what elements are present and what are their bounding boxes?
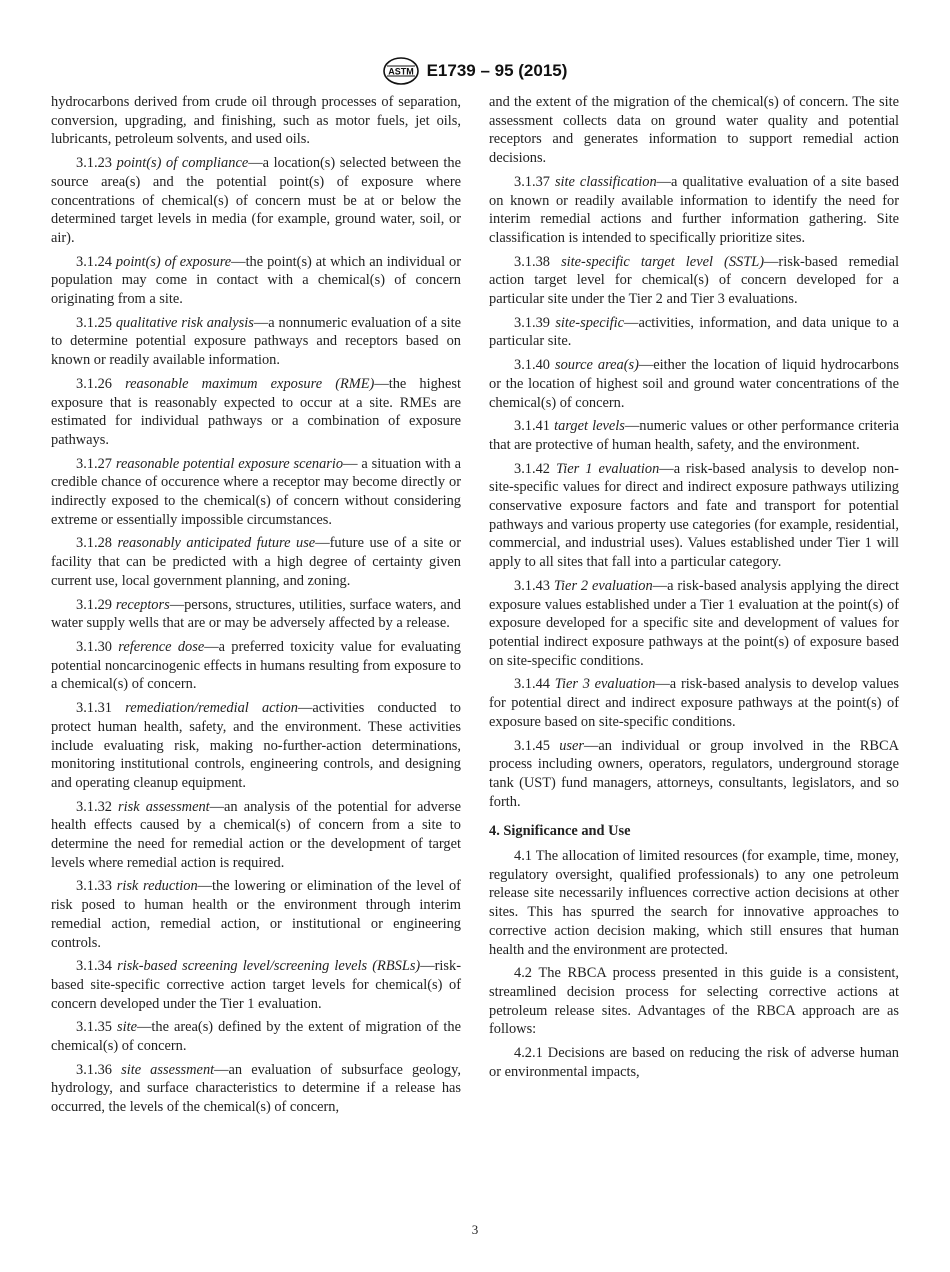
definition-text: —a risk-based analysis to develop non-site-specific values for direct and indirect exposure pathways utilizing conservative exposure factors and fate and transport for potential pathways and various property use categories (for example, residential, commercial, and industrial uses). Values established under Tier 1 will apply to all sites that fall into a particular category. bbox=[489, 460, 899, 571]
definition-paragraph bbox=[489, 460, 899, 572]
definition-paragraph bbox=[51, 534, 461, 590]
clause-number: 3.1.24 bbox=[76, 253, 112, 270]
clause-number: 3.1.37 bbox=[514, 173, 550, 190]
definition-text: —the lowering or elimination of the level of risk posed to human health or the environment through interim remedial action, remedial action, or institutional or engineering controls. bbox=[51, 878, 461, 951]
defined-term: qualitative risk analysis bbox=[115, 314, 254, 331]
definition-paragraph bbox=[51, 877, 461, 952]
clause-number: 3.1.32 bbox=[76, 798, 112, 815]
clause-number: 3.1.39 bbox=[514, 314, 550, 331]
definition-text: Decisions are based on reducing the risk of adverse human or environmental impacts, bbox=[489, 1045, 899, 1080]
definition-text: —a risk-based analysis to develop values for potential direct and indirect exposure pathways at the point(s) of exposure based on site-specific conditions. bbox=[489, 676, 899, 730]
clause-number: 3.1.27 bbox=[76, 455, 112, 472]
clause-number: 3.1.45 bbox=[514, 737, 550, 754]
definition-paragraph bbox=[489, 253, 899, 309]
defined-term: site bbox=[117, 1019, 137, 1036]
definition-text: —the area(s) defined by the extent of migration of the chemical(s) of concern. bbox=[51, 1019, 461, 1055]
definition-paragraph bbox=[489, 356, 899, 412]
definition-paragraph bbox=[51, 1018, 461, 1055]
defined-term: site assessment bbox=[121, 1061, 215, 1078]
definition-text: — a situation with a credible chance of occurence where a receptor may become directly or indirectly exposed to the chemical(s) of concern without considering extreme or essentially impossible circumstances. bbox=[51, 455, 461, 528]
left-column bbox=[51, 93, 461, 1122]
clause-number: 3.1.36 bbox=[76, 1061, 112, 1078]
defined-term: Tier 1 evaluation bbox=[556, 460, 660, 477]
defined-term: reasonably anticipated future use bbox=[117, 535, 316, 552]
definition-text: —a location(s) selected between the source area(s) and the potential point(s) of exposure where concentrations of chemical(s) of concern must be at or below the determined target levels in media (for example, ground water, soil, or air). bbox=[51, 155, 461, 246]
definition-paragraph bbox=[51, 638, 461, 694]
definition-text: —an evaluation of subsurface geology, hydrology, and surface characteristics to determine if a release has occurred, the levels of the chemical(s) of concern, bbox=[51, 1061, 461, 1116]
defined-term: Tier 2 evaluation bbox=[553, 577, 653, 594]
defined-term: site-specific bbox=[555, 314, 625, 331]
continued-paragraph: hydrocarbons derived from crude oil through processes of separation, conversion, upgrading, and finishing, such as motor fuels, jet oils, lubricants, petroleum solvents, and used oils. bbox=[51, 94, 461, 148]
definition-text: The allocation of limited resources (for example, time, money, regulatory oversight, qualified professionals) to any one petroleum release site necessarily influences corrective action decisions at other sites. This has spurred the search for innovative approaches to corrective action decision making, which still ensures that human health and the environment are protected. bbox=[489, 848, 900, 958]
definition-paragraph bbox=[51, 596, 461, 633]
section-heading: 4. Significance and Use bbox=[489, 823, 631, 840]
definition-text: —a qualitative evaluation of a site based on known or readily available information to identify the need for interim remedial actions and further information gathering. Site classification is intended to specifically prioritize sites. bbox=[489, 173, 899, 246]
definition-text: —persons, structures, utilities, surface waters, and water supply wells that are or may be adversely affected by a release. bbox=[51, 596, 461, 632]
definition-text: —future use of a site or facility that can be predicted with a high degree of certainty given current use, local government planning, and zoning. bbox=[51, 535, 461, 589]
definition-text: The RBCA process presented in this guide is a consistent, streamlined decision process for selecting corrective actions at petroleum release sites. Advantages of the RBCA approach are as follows: bbox=[489, 965, 899, 1038]
clause-number: 3.1.44 bbox=[514, 676, 550, 693]
clause-number: 3.1.33 bbox=[76, 878, 112, 895]
definition-paragraph bbox=[489, 173, 899, 248]
defined-term: risk-based screening level/screening levels (RBSLs) bbox=[117, 958, 421, 975]
definition-text: —an analysis of the potential for adverse health effects caused by a chemical(s) of concern from a site to determine the need for remedial action or the development of target levels where remedial action is required. bbox=[51, 798, 461, 871]
clause-number: 3.1.25 bbox=[76, 314, 112, 331]
definition-paragraph bbox=[51, 1061, 461, 1117]
definition-paragraph bbox=[51, 314, 461, 370]
astm-logo-icon bbox=[383, 57, 419, 85]
definition-text: —a risk-based analysis applying the direct exposure values established under a Tier 1 evaluation at the point(s) of exposure developed for a specific site and development of values for potential indirect exposure pathways at the point(s) of exposure based on site-specific conditions. bbox=[489, 577, 899, 669]
clause-number: 3.1.31 bbox=[76, 700, 112, 717]
definition-paragraph bbox=[489, 577, 899, 671]
definition-text: —a preferred toxicity value for evaluating potential noncarcinogenic effects in humans resulting from exposure to a chemical(s) of concern. bbox=[51, 638, 461, 693]
definition-paragraph bbox=[489, 314, 899, 351]
defined-term: Tier 3 evaluation bbox=[554, 676, 656, 693]
definition-paragraph bbox=[489, 1044, 899, 1081]
definition-paragraph bbox=[489, 964, 899, 1039]
clause-number: 3.1.40 bbox=[514, 357, 550, 374]
right-column bbox=[489, 93, 899, 1086]
definition-paragraph bbox=[51, 957, 461, 1013]
defined-term: user bbox=[559, 737, 585, 754]
defined-term: target levels bbox=[554, 418, 625, 435]
clause-number: 3.1.42 bbox=[514, 460, 550, 477]
definition-paragraph bbox=[51, 154, 461, 248]
standard-id: E1739 – 95 (2015) bbox=[426, 61, 568, 80]
definition-paragraph bbox=[51, 699, 461, 793]
definition-text: —a nonnumeric evaluation of a site to determine potential exposure pathways and receptors based on known or readily available information. bbox=[51, 314, 461, 369]
clause-number: 3.1.30 bbox=[76, 638, 112, 655]
definition-paragraph bbox=[51, 798, 461, 873]
definition-paragraph bbox=[489, 737, 899, 812]
definition-paragraph bbox=[489, 675, 899, 731]
definition-text: —activities conducted to protect human health, safety, and the environment. These activities include evaluating risk, making no-further-action determinations, monitoring institutional controls, engineering controls, and designing and operating cleanup equipment. bbox=[51, 700, 461, 791]
defined-term: point(s) of compliance bbox=[116, 155, 249, 172]
clause-number: 4.2 bbox=[514, 965, 532, 982]
definition-paragraph bbox=[489, 417, 899, 454]
defined-term: site classification bbox=[554, 173, 657, 190]
clause-number: 3.1.26 bbox=[76, 375, 112, 392]
clause-number: 4.2.1 bbox=[514, 1045, 543, 1062]
definition-paragraph bbox=[489, 847, 899, 959]
defined-term: reasonable potential exposure scenario bbox=[115, 455, 344, 472]
clause-number: 3.1.35 bbox=[76, 1019, 112, 1036]
page-number: 3 bbox=[471, 1222, 479, 1237]
definition-paragraph bbox=[51, 253, 461, 309]
definition-text: —either the location of liquid hydrocarbons or the location of highest soil and ground water concentrations of the chemical(s) of concern. bbox=[489, 357, 899, 411]
defined-term: receptors bbox=[115, 596, 170, 613]
definition-text: —risk-based remedial action target level for chemical(s) of concern developed for a particular site under the Tier 2 and Tier 3 evaluations. bbox=[489, 253, 899, 308]
definition-text: —numeric values or other performance criteria that are protective of human health, safety, and the environment. bbox=[489, 418, 899, 453]
definition-text: —an individual or group involved in the RBCA process including owners, operators, regulators, underground storage tank (UST) fund managers, attorneys, consultants, legislators, and so forth. bbox=[489, 737, 899, 810]
svg-text:ASTM: ASTM bbox=[387, 66, 414, 77]
defined-term: risk assessment bbox=[118, 798, 210, 815]
clause-number: 3.1.28 bbox=[76, 535, 112, 552]
defined-term: remediation/remedial action bbox=[125, 700, 298, 717]
defined-term: risk reduction bbox=[116, 878, 198, 895]
clause-number: 3.1.23 bbox=[76, 155, 112, 172]
clause-number: 3.1.41 bbox=[514, 418, 550, 435]
defined-term: reference dose bbox=[118, 638, 205, 655]
definition-text: —the point(s) at which an individual or population may come in contact with a chemical(s) of concern originating from a site. bbox=[51, 253, 461, 308]
defined-term: site-specific target level (SSTL) bbox=[561, 253, 765, 270]
definition-text: —the highest exposure that is reasonably expected to occur at a site. RMEs are estimated for individual pathways or a combination of exposure pathways. bbox=[51, 375, 461, 448]
defined-term: reasonable maximum exposure (RME) bbox=[125, 375, 375, 392]
definition-text: —risk-based site-specific corrective action target levels for chemical(s) of concern developed under the Tier 1 evaluation. bbox=[51, 958, 461, 1012]
clause-number: 3.1.29 bbox=[76, 596, 112, 613]
defined-term: point(s) of exposure bbox=[115, 253, 232, 270]
defined-term: source area(s) bbox=[555, 357, 639, 374]
page-header bbox=[0, 56, 950, 86]
clause-number: 3.1.34 bbox=[76, 958, 112, 975]
definition-paragraph bbox=[51, 375, 461, 450]
definition-text: —activities, information, and data unique to a particular site. bbox=[489, 314, 899, 350]
continued-paragraph: and the extent of the migration of the chemical(s) of concern. The site assessment collects data on ground water quality and potential receptors and generates information to support remedial action decisions. bbox=[489, 94, 899, 167]
clause-number: 3.1.38 bbox=[514, 253, 550, 270]
clause-number: 3.1.43 bbox=[514, 577, 550, 594]
definition-paragraph bbox=[51, 455, 461, 530]
clause-number: 4.1 bbox=[514, 848, 532, 865]
